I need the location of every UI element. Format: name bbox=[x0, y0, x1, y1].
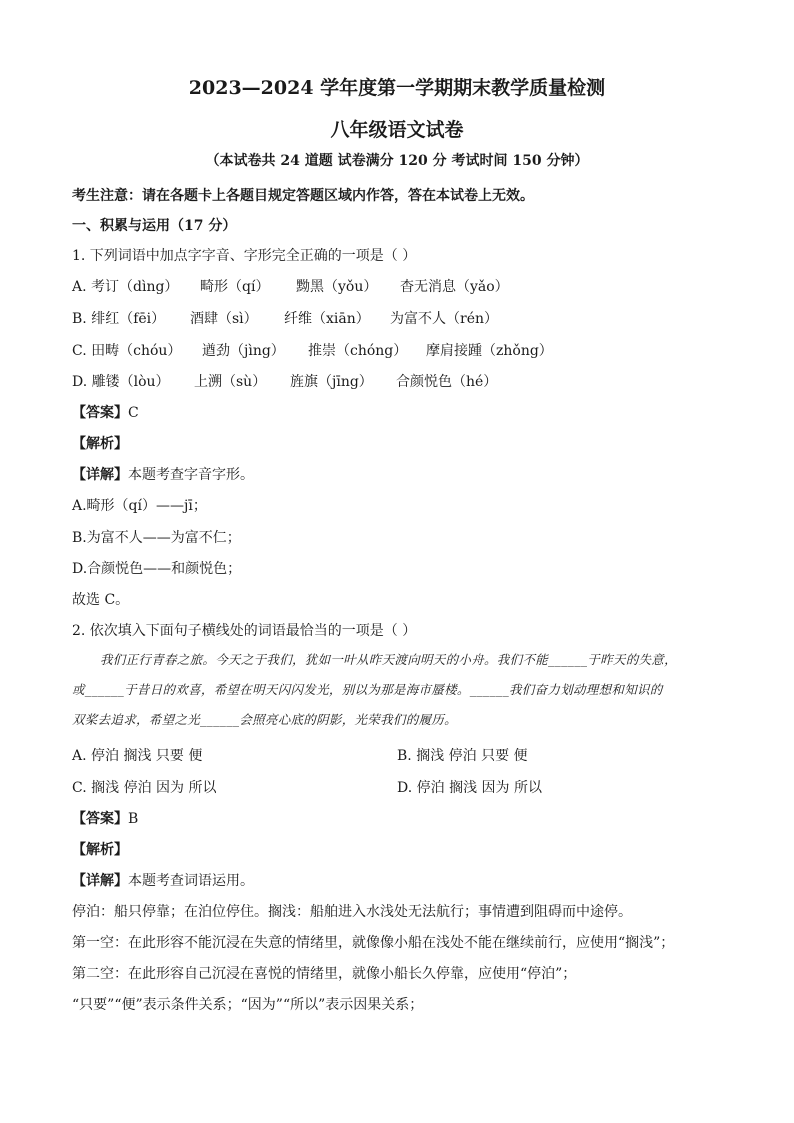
q1-line-4: 故选 C。 bbox=[72, 592, 130, 608]
exam-subtitle: 八年级语文试卷 bbox=[330, 119, 464, 141]
q2-option-a: A. 停泊 搁浅 只要 便 bbox=[72, 748, 203, 764]
q2-answer: 【答案】B bbox=[72, 811, 139, 827]
q2-passage bbox=[72, 645, 732, 735]
exam-page: 2023—2024 学年度第一学期期末教学质量检测 八年级语文试卷 （本试卷共 24 道题 试卷满分 120 分 考试时间 150 分钟） 考生注意：请在各题卡上各题目规定答题区域内作答，答在本试卷上无效。 一、积累与运用（17 分） 1. 下列词语中加点字字音、字形完全正确的一项是（ ） A. 考订（dìng） 畸形（qí） 黝黑（yǒu） 杳无消息（yǎo） B. 绯红（fēi） 酒肆（sì） 纤维（xiān） 为富不人（rén） C. 田畴（chóu） 遒劲（jìng） 推崇（chóng） 摩肩接踵（zhǒng） D. 雕镂（lòu） 上溯（sù） 旌旗（jīng） 合颜悦色（hé） 【答案】C 【解析】 【详解】本题考查字音字形。 A.畸形（qí）——jī； B.为富不人——为富不仁； D.合颜悦色——和颜悦色； 故选 C。 2. 依次填入下面句子横线处的词语最恰当的一项是（ ） 我们正行青春之旅。今天之于我们，犹如一叶从昨天渡向明天的小舟。我们不能______于昨天的失意， 或______于昔日的欢喜，希望在明天闪闪发光，别以为那是海市蜃楼。______我们奋力划动理想和知识的 双桨去追求，希望之光______会照亮心底的阴影，光荣我们的履历。 A. 停泊 搁浅 只要 便 B. 搁浅 停泊 只要 便 C. 搁浅 停泊 因为 所以 D. 停泊 搁浅 因为 所以 【答案】B 【解析】 【详解】本题考查词语运用。 停泊：船只停靠；在泊位停住。搁浅：船舶进入水浅处无法航行；事情遭到阻碍而中途停。 第一空：在此形容不能沉浸在失意的情绪里，就像像小船在浅处不能在继续前行，应使用“搁浅”； 第二空：在此形容自己沉浸在喜悦的情绪里，就像小船长久停靠，应使用“停泊”； “只要”“便”表示条件关系；“因为”“所以”表示因果关系； bbox=[0, 0, 794, 1123]
exam-meta: （本试卷共 24 道题 试卷满分 120 分 考试时间 150 分钟） bbox=[205, 153, 589, 169]
q2-passage-line-2: 或______于昔日的欢喜，希望在明天闪闪发光，别以为那是海市蜃楼。______我们奋力划动理想和知识的 bbox=[72, 682, 663, 697]
q2-passage-line-3: 双桨去追求，希望之光______会照亮心底的阴影，光荣我们的履历。 bbox=[72, 712, 457, 727]
q1-analysis-tag: 【解析】 bbox=[72, 436, 128, 452]
q2-detail: 【详解】本题考查词语运用。 bbox=[72, 873, 254, 889]
q2-passage-line-1: 我们正行青春之旅。今天之于我们，犹如一叶从昨天渡向明天的小舟。我们不能______于昨天的失意， bbox=[100, 652, 677, 667]
q1-answer: 【答案】C bbox=[72, 405, 139, 421]
q1-stem: 1. 下列词语中加点字字音、字形完全正确的一项是（ ） bbox=[72, 248, 417, 264]
q2-line-4: “只要”“便”表示条件关系；“因为”“所以”表示因果关系； bbox=[72, 997, 424, 1013]
q2-analysis-tag: 【解析】 bbox=[72, 842, 128, 858]
q2-stem: 2. 依次填入下面句子横线处的词语最恰当的一项是（ ） bbox=[72, 623, 417, 639]
q1-line-3: D.合颜悦色——和颜悦色； bbox=[72, 561, 242, 577]
q1-detail: 【详解】本题考查字音字形。 bbox=[72, 467, 254, 483]
q2-line-2: 第一空：在此形容不能沉浸在失意的情绪里，就像像小船在浅处不能在继续前行，应使用“搁浅”； bbox=[72, 935, 675, 951]
section-heading: 一、积累与运用（17 分） bbox=[72, 218, 237, 234]
candidate-notice: 考生注意：请在各题卡上各题目规定答题区域内作答，答在本试卷上无效。 bbox=[72, 188, 534, 204]
q2-option-d: D. 停泊 搁浅 因为 所以 bbox=[397, 780, 542, 796]
q1-line-2: B.为富不人——为富不仁； bbox=[72, 530, 241, 546]
q2-option-c: C. 搁浅 停泊 因为 所以 bbox=[72, 780, 217, 796]
exam-title: 2023—2024 学年度第一学期期末教学质量检测 bbox=[188, 77, 606, 99]
q2-option-b: B. 搁浅 停泊 只要 便 bbox=[397, 748, 528, 764]
q2-line-3: 第二空：在此形容自己沉浸在喜悦的情绪里，就像小船长久停靠，应使用“停泊”； bbox=[72, 966, 577, 982]
q1-line-1: A.畸形（qí）——jī； bbox=[72, 498, 207, 514]
q2-line-1: 停泊：船只停靠；在泊位停住。搁浅：船舶进入水浅处无法航行；事情遭到阻碍而中途停。 bbox=[72, 904, 632, 920]
